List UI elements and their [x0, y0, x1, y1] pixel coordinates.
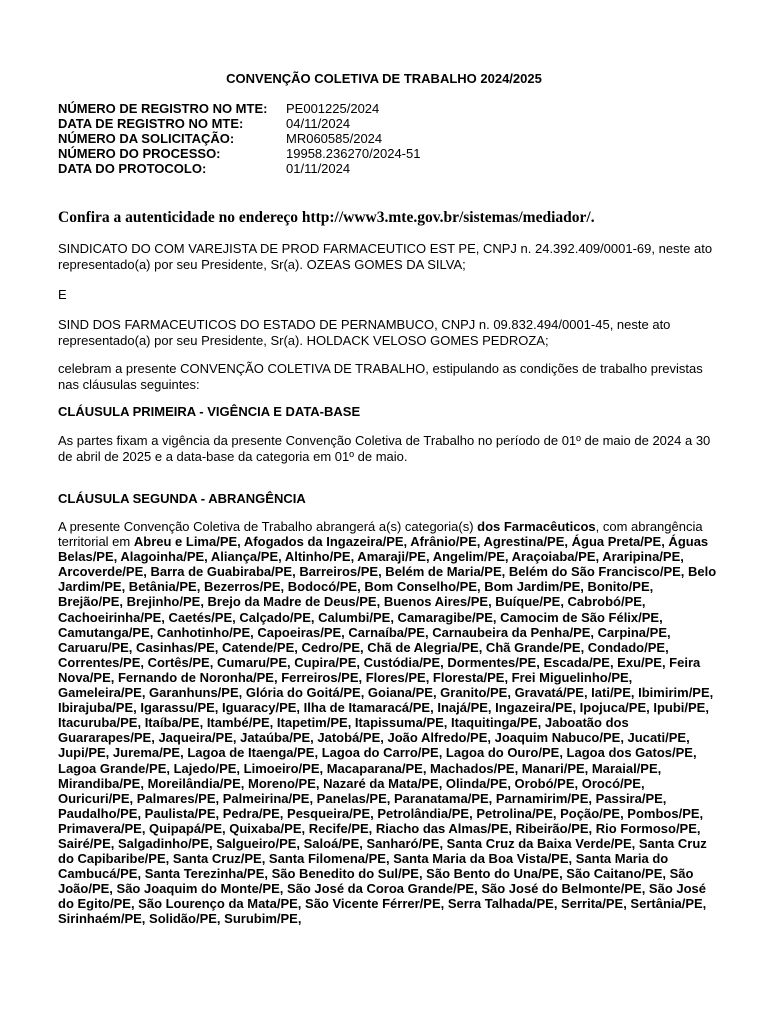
registry-value: PE001225/2024: [286, 101, 380, 116]
clause-1-text: As partes fixam a vigência da presente Convenção Coletiva de Trabalho no período de 01º de maio de 2024 a 30 de abril de 2025 e a data-base da categoria em 01º de maio.: [58, 433, 711, 464]
clause-2-text: [58, 519, 718, 927]
registry-label: NÚMERO DO PROCESSO:: [58, 146, 221, 161]
registry-value: MR060585/2024: [286, 131, 383, 146]
party-1-paragraph: SINDICATO DO COM VAREJISTA DE PROD FARMACEUTICO EST PE, CNPJ n. 24.392.409/0001-69, neste ato representado(a) por seu Presidente, Sr(a). OZEAS GOMES DA SILVA;: [58, 241, 713, 272]
celebrate-paragraph: celebram a presente CONVENÇÃO COLETIVA DE TRABALHO, estipulando as condições de trabalho previstas nas cláusulas seguintes:: [58, 361, 703, 392]
registry-value: 01/11/2024: [286, 161, 351, 176]
document-title: CONVENÇÃO COLETIVA DE TRABALHO 2024/2025: [226, 71, 542, 86]
registry-value: 04/11/2024: [286, 116, 351, 131]
clause-2-title: CLÁUSULA SEGUNDA - ABRANGÊNCIA: [58, 491, 306, 506]
registry-row: [58, 161, 420, 176]
registry-label: NÚMERO DE REGISTRO NO MTE:: [58, 101, 268, 116]
registry-label: NÚMERO DA SOLICITAÇÃO:: [58, 131, 235, 146]
registry-row: [58, 101, 420, 116]
clause-2-intro: A presente Convenção Coletiva de Trabalho abrangerá a(s) categoria(s): [58, 519, 478, 534]
clause-2-mid: , com abrangência territorial em: [58, 519, 703, 550]
registry-row: [58, 131, 420, 146]
registry-label: DATA DO PROTOCOLO:: [58, 161, 207, 176]
conjunction: E: [58, 287, 67, 302]
registry-row: [58, 146, 420, 161]
clause-1-title: CLÁUSULA PRIMEIRA - VIGÊNCIA E DATA-BASE: [58, 404, 361, 419]
registry-info: [58, 101, 420, 176]
registry-label: DATA DE REGISTRO NO MTE:: [58, 116, 244, 131]
authenticity-notice: Confira a autenticidade no endereço http://www3.mte.gov.br/sistemas/mediador/.: [58, 209, 595, 226]
registry-row: [58, 116, 420, 131]
clause-2-territory: Abreu e Lima/PE, Afogados da Ingazeira/PE, Afrânio/PE, Agrestina/PE, Água Preta/PE, Águas Belas/PE, Alagoinha/PE, Aliança/PE, Altinho/PE, Amaraji/PE, Angelim/PE, Araçoiaba/PE, Araripina/PE, Arcoverde/PE, Barra de Guabiraba/PE, Barreiros/PE, Belém de Maria/PE, Belém do São Francisco/PE, Belo Jardim/PE, Betânia/PE, Bezerros/PE, Bodocó/PE, Bom Conselho/PE, Bom Jardim/PE, Bonito/PE, Brejão/PE, Brejinho/PE, Brejo da Madre de Deus/PE, Buenos Aires/PE, Buíque/PE, Cabrobó/PE, Cachoeirinha/PE, Caetés/PE, Calçado/PE, Calumbi/PE, Camaragibe/PE, Camocim de São Félix/PE, Camutanga/PE, Canhotinho/PE, Capoeiras/PE, Carnaíba/PE, Carnaubeira da Penha/PE, Carpina/PE, Caruaru/PE, Casinhas/PE, Catende/PE, Cedro/PE, Chã de Alegria/PE, Chã Grande/PE, Condado/PE, Correntes/PE, Cortês/PE, Cumaru/PE, Cupira/PE, Custódia/PE, Dormentes/PE, Escada/PE, Exu/PE, Feira Nova/PE, Fernando de Noronha/PE, Ferreiros/PE, Flores/PE, Floresta/PE, Frei Miguelinho/PE, Gameleira/PE, Garanhuns/PE, Glória do Goitá/PE, Goiana/PE, Granito/PE, Gravatá/PE, Iati/PE, Ibimirim/PE, Ibirajuba/PE, Igarassu/PE, Iguaracy/PE, Ilha de Itamaracá/PE, Inajá/PE, Ingazeira/PE, Ipojuca/PE, Ipubi/PE, Itacuruba/PE, Itaíba/PE, Itambé/PE, Itapetim/PE, Itapissuma/PE, Itaquitinga/PE, Jaboatão dos Guararapes/PE, Jaqueira/PE, Jataúba/PE, Jatobá/PE, João Alfredo/PE, Joaquim Nabuco/PE, Jucati/PE, Jupi/PE, Jurema/PE, Lagoa de Itaenga/PE, Lagoa do Carro/PE, Lagoa do Ouro/PE, Lagoa dos Gatos/PE, Lagoa Grande/PE, Lajedo/PE, Limoeiro/PE, Macaparana/PE, Machados/PE, Manari/PE, Maraial/PE, Mirandiba/PE, Moreilândia/PE, Moreno/PE, Nazaré da Mata/PE, Olinda/PE, Orobó/PE, Orocó/PE, Ouricuri/PE, Palmares/PE, Palmeirina/PE, Panelas/PE, Paranatama/PE, Parnamirim/PE, Passira/PE, Paudalho/PE, Paulista/PE, Pedra/PE, Pesqueira/PE, Petrolândia/PE, Petrolina/PE, Poção/PE, Pombos/PE, Primavera/PE, Quipapá/PE, Quixaba/PE, Recife/PE, Riacho das Almas/PE, Ribeirão/PE, Rio Formoso/PE, Sairé/PE, Salgadinho/PE, Salgueiro/PE, Saloá/PE, Sanharó/PE, Santa Cruz da Baixa Verde/PE, Santa Cruz do Capibaribe/PE, Santa Cruz/PE, Santa Filomena/PE, Santa Maria da Boa Vista/PE, Santa Maria do Cambucá/PE, Santa Terezinha/PE, São Benedito do Sul/PE, São Bento do Una/PE, São Caitano/PE, São João/PE, São Joaquim do Monte/PE, São José da Coroa Grande/PE, São José do Belmonte/PE, São José do Egito/PE, São Lourenço da Mata/PE, São Vicente Férrer/PE, Serra Talhada/PE, Serrita/PE, Sertânia/PE, Sirinhaém/PE, Solidão/PE, Surubim/PE,: [58, 534, 717, 927]
clause-2-category: dos Farmacêuticos: [477, 519, 596, 534]
party-2-paragraph: SIND DOS FARMACEUTICOS DO ESTADO DE PERNAMBUCO, CNPJ n. 09.832.494/0001-45, neste ato representado(a) por seu Presidente, Sr(a). HOLDACK VELOSO GOMES PEDROZA;: [58, 317, 671, 348]
registry-value: 19958.236270/2024-51: [286, 146, 421, 161]
